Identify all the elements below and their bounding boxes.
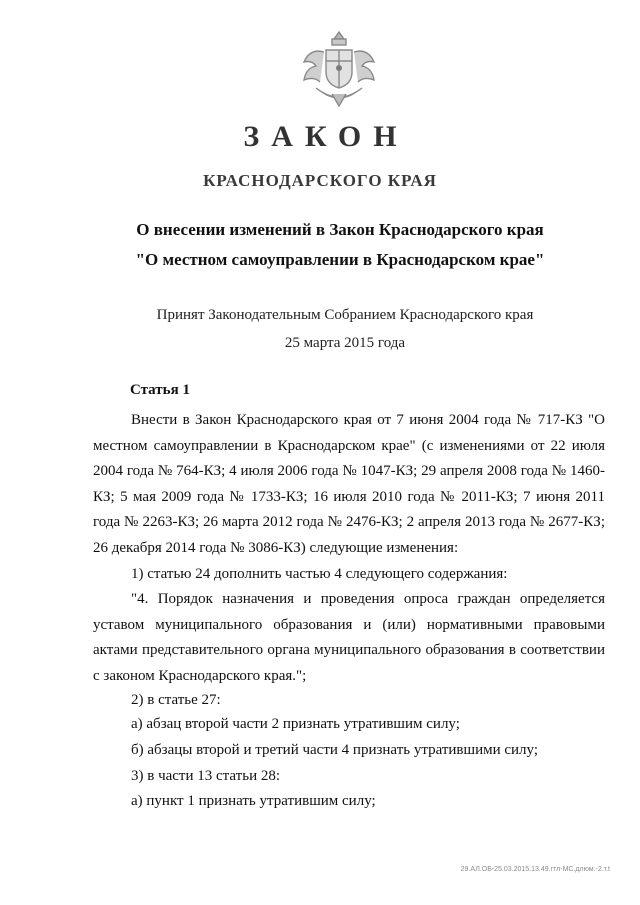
amendment-item-2: 2) в статье 27: (131, 692, 221, 708)
amendment-item-3a: а) пункт 1 признать утратившим силу; (131, 793, 376, 809)
amendment-quote: "4. Порядок назначения и проведения опроса граждан определяется уставом муниципального образования и (или) нормативными правовыми актами представительного органа муниципального образования в соответствии с законом Краснодарского края."; (93, 591, 605, 684)
amendment-item-1: 1) статью 24 дополнить частью 4 следующего содержания: (131, 566, 508, 582)
amendment-item-2b: б) абзацы второй и третий части 4 признать утратившими силу; (131, 742, 539, 758)
law-title-line-2: "О местном самоуправлении в Краснодарском крае" (135, 250, 545, 269)
article-intro-paragraph: Внести в Закон Краснодарского края от 7 июня 2004 года № 717-КЗ "О местном самоуправлении в Краснодарском крае" (с изменениями от 22 июля 2004 года № 764-КЗ; 4 июля 2006 года № 1047-КЗ; 29 апреля 2008 года № 1460-КЗ; 5 мая 2009 года № 1733-КЗ; 16 июля 2010 года № 2011-КЗ; 7 июня 2011 года № 2263-КЗ; 26 марта 2012 года № 2476-КЗ; 2 апреля 2013 года № 2677-КЗ; 26 декабря 2014 года № 3086-КЗ) следующие изменения: (93, 412, 605, 556)
amendment-item-2a: а) абзац второй части 2 признать утратившим силу; (131, 716, 460, 732)
adoption-date: 25 марта 2015 года (284, 335, 406, 351)
article-heading: Статья 1 (130, 382, 190, 398)
amendment-item-3: 3) в части 13 статьи 28: (131, 768, 281, 784)
document-footer-code: 29.АЛ.ОБ-25.03.2015.13.49.гтл-МС.длюм.-2.т.t (460, 866, 610, 873)
document-type-heading: ЗАКОН (243, 120, 409, 153)
coat-of-arms-icon (296, 28, 382, 114)
adoption-statement: Принят Законодательным Собранием Краснодарского края (156, 307, 534, 323)
law-title-line-1: О внесении изменений в Закон Краснодарского края (136, 220, 544, 239)
region-heading: КРАСНОДАРСКОГО КРАЯ (203, 171, 437, 190)
